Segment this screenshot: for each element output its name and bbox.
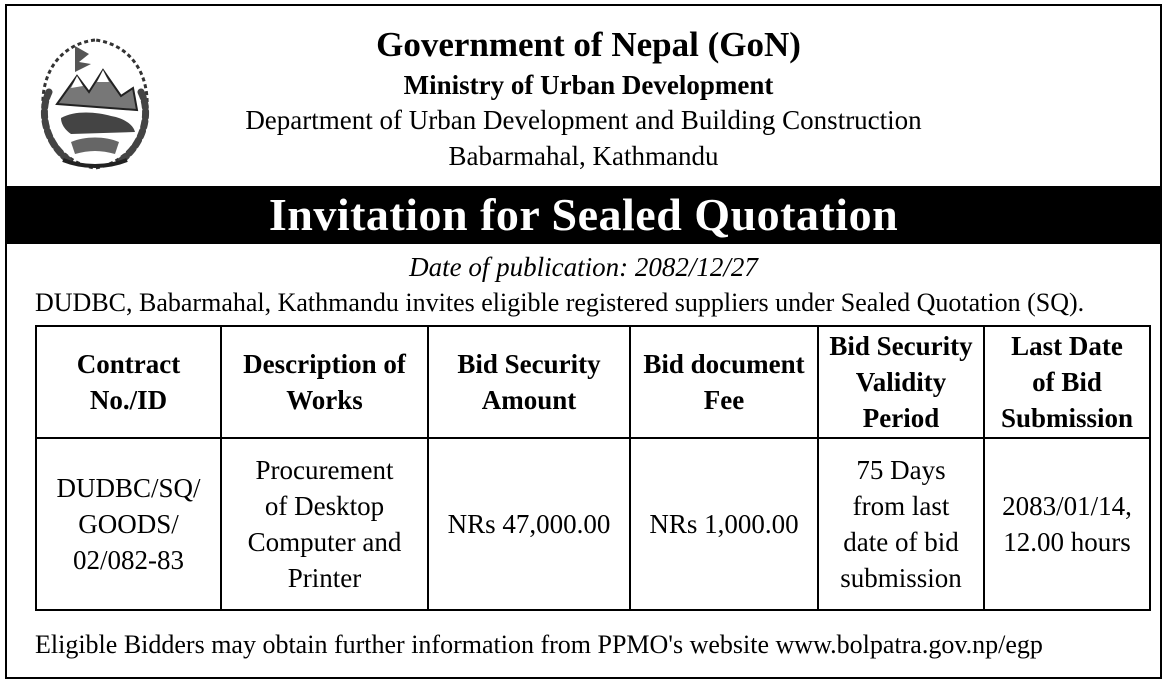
- footer-text: Eligible Bidders may obtain further information from PPMO's website www.bolpatra.gov.np/egp: [35, 630, 1043, 659]
- location-text: Babarmahal, Kathmandu: [448, 141, 719, 171]
- publication-date: Date of publication: 2082/12/27: [409, 252, 758, 282]
- header-description: Description of Works: [221, 326, 428, 438]
- table-header-row: [36, 326, 1150, 438]
- agency-header: [7, 24, 1160, 174]
- cell-validity-period: 75 Days from last date of bid submission: [818, 438, 984, 610]
- cell-last-date: 2083/01/14, 12.00 hours: [984, 438, 1150, 610]
- intro-text: DUDBC, Babarmahal, Kathmandu invites eligible registered suppliers under Sealed Quotation (SQ).: [35, 288, 1085, 317]
- cell-contract-id: DUDBC/SQ/ GOODS/ 02/082-83: [36, 438, 221, 610]
- department-title: Department of Urban Development and Building Construction: [245, 105, 922, 135]
- government-title: Government of Nepal (GoN): [376, 25, 801, 64]
- header-bid-document-fee: Bid document Fee: [630, 326, 818, 438]
- header-bid-security-amount: Bid Security Amount: [428, 326, 630, 438]
- bid-table: [35, 325, 1151, 611]
- cell-bid-document-fee: NRs 1,000.00: [630, 438, 818, 610]
- header-last-date: Last Date of Bid Submission: [984, 326, 1150, 438]
- cell-description: Procurement of Desktop Computer and Printer: [221, 438, 428, 610]
- notice-title-banner: Invitation for Sealed Quotation: [7, 186, 1160, 244]
- header-contract-id: Contract No./ID: [36, 326, 221, 438]
- cell-bid-security-amount: NRs 47,000.00: [428, 438, 630, 610]
- notice-page: [5, 4, 1162, 679]
- ministry-title: Ministry of Urban Development: [403, 70, 774, 100]
- header-validity-period: Bid Security Validity Period: [818, 326, 984, 438]
- table-row: [36, 438, 1150, 610]
